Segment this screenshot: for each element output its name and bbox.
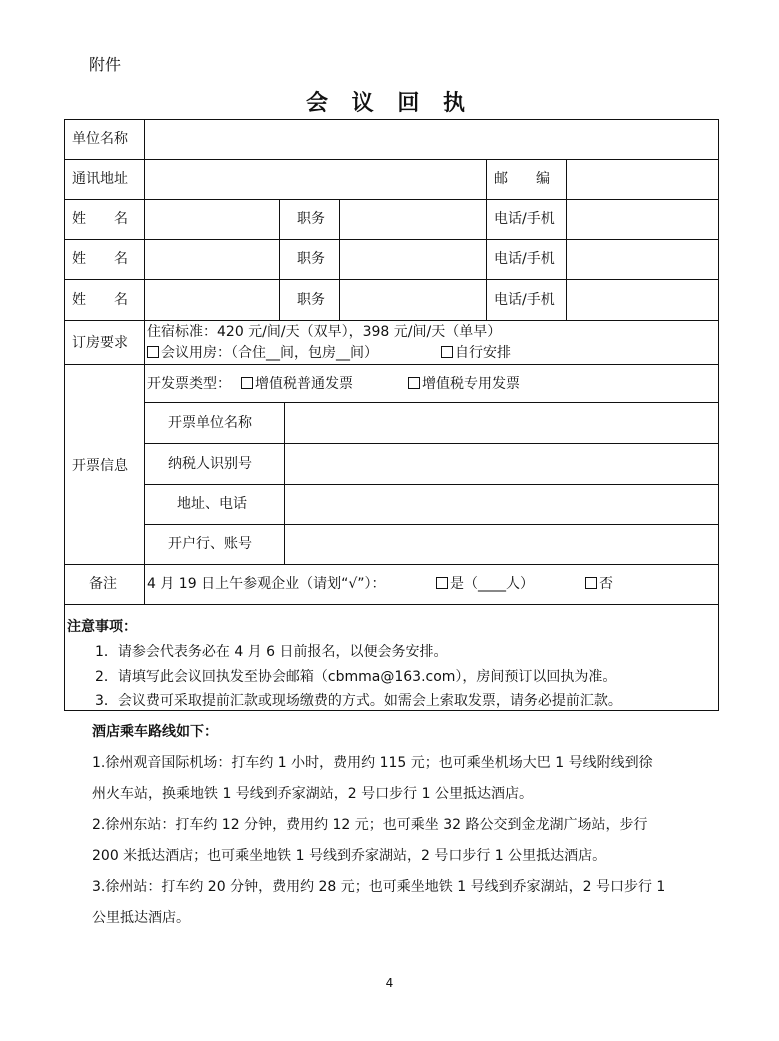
invoice-type-general-option[interactable]: 增值税普通发票	[241, 376, 353, 393]
checkbox-icon[interactable]	[147, 346, 159, 358]
booking-meeting-room-option[interactable]: 会议用房：（合住__间，包房__间）	[147, 345, 378, 362]
invoice-type-label: 开发票类型：	[147, 376, 231, 392]
note-item: 1．请参会代表务必在 4 月 6 日前报名，以便会务安排。	[95, 644, 448, 660]
checkbox-icon[interactable]	[408, 377, 420, 389]
label-tax-id: 纳税人识别号	[168, 456, 252, 472]
booking-self-arrange-option[interactable]: 自行安排	[441, 345, 511, 362]
checkbox-icon[interactable]	[441, 346, 453, 358]
label-unit-name: 单位名称	[72, 131, 128, 147]
label-remarks: 备注	[89, 576, 117, 592]
route-line: 2.徐州东站：打车约 12 分钟，费用约 12 元；也可乘坐 32 路公交到金龙湖广场站，步行	[92, 817, 648, 833]
label-booking: 订房要求	[72, 335, 128, 351]
label-name-2: 姓 名	[72, 251, 128, 267]
notes-title: 注意事项：	[67, 619, 137, 635]
remarks-visit-text: 4 月 19 日上午参观企业（请划“√”）：	[147, 576, 386, 592]
route-line: 200 米抵达酒店；也可乘坐地铁 1 号线到乔家湖站，2 号口步行 1 公里抵达酒店。	[92, 848, 607, 864]
route-line: 3.徐州站：打车约 20 分钟，费用约 28 元；也可乘坐地铁 1 号线到乔家湖站，2 号口步行 1	[92, 879, 666, 895]
route-line: 公里抵达酒店。	[92, 910, 190, 926]
checkbox-icon[interactable]	[241, 377, 253, 389]
label-position-1: 职务	[297, 211, 325, 227]
booking-standard: 住宿标准：420 元/间/天（双早），398 元/间/天（单早）	[147, 324, 502, 340]
label-name-3: 姓 名	[72, 292, 128, 308]
label-bank-account: 开户行、账号	[168, 536, 252, 552]
label-address: 通讯地址	[72, 171, 128, 187]
checkbox-icon[interactable]	[436, 577, 448, 589]
attachment-label: 附件	[89, 55, 122, 74]
remarks-yes-option[interactable]: 是（____人）	[436, 576, 534, 593]
label-phone-1: 电话/手机	[494, 211, 555, 227]
route-line: 州火车站，换乘地铁 1 号线到乔家湖站，2 号口步行 1 公里抵达酒店。	[92, 786, 533, 802]
checkbox-icon[interactable]	[585, 577, 597, 589]
remarks-no-option[interactable]: 否	[585, 576, 613, 593]
label-invoice-company: 开票单位名称	[168, 415, 252, 431]
route-line: 1.徐州观音国际机场：打车约 1 小时，费用约 115 元；也可乘坐机场大巴 1 号线附线到徐	[92, 755, 653, 771]
page-number: 4	[385, 976, 394, 990]
label-position-2: 职务	[297, 251, 325, 267]
label-phone-2: 电话/手机	[494, 251, 555, 267]
label-position-3: 职务	[297, 292, 325, 308]
label-invoice: 开票信息	[72, 458, 128, 474]
label-name-1: 姓 名	[72, 211, 128, 227]
label-address-phone: 地址、电话	[177, 496, 247, 512]
note-item: 2．请填写此会议回执发至协会邮箱（cbmma@163.com），房间预订以回执为准。	[95, 669, 617, 685]
form-title: 会 议 回 执	[306, 91, 473, 116]
label-phone-3: 电话/手机	[494, 292, 555, 308]
label-postcode: 邮 编	[494, 171, 550, 187]
note-item: 3．会议费可采取提前汇款或现场缴费的方式。如需会上索取发票，请务必提前汇款。	[95, 693, 622, 709]
route-title: 酒店乘车路线如下：	[92, 724, 218, 740]
invoice-type-special-option[interactable]: 增值税专用发票	[408, 376, 520, 393]
